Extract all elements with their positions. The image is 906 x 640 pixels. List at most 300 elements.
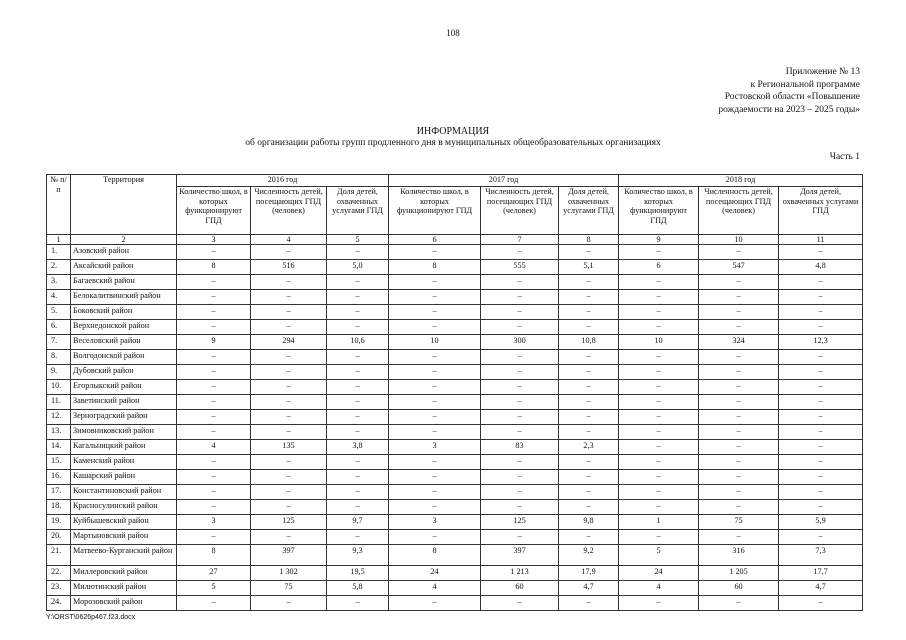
table-row — [47, 275, 863, 290]
table-row — [47, 365, 863, 380]
value-cell: 1 302 — [251, 566, 327, 581]
value-cell: – — [177, 470, 251, 485]
value-cell: – — [619, 350, 699, 365]
value-cell: – — [481, 305, 559, 320]
value-cell: – — [779, 455, 863, 470]
value-cell: – — [251, 530, 327, 545]
table-row — [47, 485, 863, 500]
value-cell: – — [327, 365, 389, 380]
table-row — [47, 440, 863, 455]
value-cell: – — [177, 410, 251, 425]
value-cell: – — [251, 470, 327, 485]
value-cell: – — [779, 425, 863, 440]
value-cell: 316 — [699, 545, 779, 566]
territory-name: Куйбышевский район — [71, 515, 177, 530]
row-number: 1. — [47, 245, 71, 260]
territory-name: Заветинский район — [71, 395, 177, 410]
column-number-cell: 6 — [389, 235, 481, 245]
row-number: 24. — [47, 596, 71, 611]
column-number-cell: 10 — [699, 235, 779, 245]
column-numbers-row — [47, 235, 863, 245]
value-cell: 9,8 — [559, 515, 619, 530]
appendix-line: Приложение № 13 — [785, 67, 860, 77]
table-row — [47, 305, 863, 320]
table-row — [47, 581, 863, 596]
value-cell: 75 — [699, 515, 779, 530]
value-cell: – — [177, 275, 251, 290]
territory-name: Боковский район — [71, 305, 177, 320]
value-cell: 3 — [389, 515, 481, 530]
value-cell: – — [699, 380, 779, 395]
value-cell: – — [177, 305, 251, 320]
value-cell: 17,9 — [559, 566, 619, 581]
part-label: Часть 1 — [829, 152, 860, 162]
value-cell: – — [389, 245, 481, 260]
row-number: 19. — [47, 515, 71, 530]
value-cell: – — [699, 455, 779, 470]
data-table — [46, 174, 863, 611]
table-row — [47, 350, 863, 365]
value-cell: – — [481, 275, 559, 290]
value-cell: – — [559, 245, 619, 260]
value-cell: – — [177, 485, 251, 500]
value-cell: – — [779, 350, 863, 365]
value-cell: 9,3 — [327, 545, 389, 566]
value-cell: – — [699, 530, 779, 545]
row-number: 15. — [47, 455, 71, 470]
value-cell: – — [177, 350, 251, 365]
territory-name: Каменский район — [71, 455, 177, 470]
value-cell: – — [327, 530, 389, 545]
value-cell: – — [559, 350, 619, 365]
value-cell: – — [559, 530, 619, 545]
value-cell: – — [251, 365, 327, 380]
value-cell: – — [619, 530, 699, 545]
territory-name: Дубовский район — [71, 365, 177, 380]
value-cell: – — [619, 305, 699, 320]
value-cell: 324 — [699, 335, 779, 350]
value-cell: 547 — [699, 260, 779, 275]
value-cell: – — [699, 425, 779, 440]
value-cell: – — [559, 500, 619, 515]
value-cell: 17,7 — [779, 566, 863, 581]
territory-name: Красносулинский район — [71, 500, 177, 515]
subheader: Доля детей, охваченных услугами ГПД — [559, 187, 619, 235]
value-cell: – — [481, 425, 559, 440]
value-cell: – — [327, 305, 389, 320]
value-cell: – — [251, 350, 327, 365]
value-cell: 397 — [251, 545, 327, 566]
value-cell: – — [699, 440, 779, 455]
value-cell: – — [327, 245, 389, 260]
value-cell: – — [327, 455, 389, 470]
value-cell: 4 — [619, 581, 699, 596]
value-cell: 555 — [481, 260, 559, 275]
value-cell: – — [619, 380, 699, 395]
row-number: 3. — [47, 275, 71, 290]
value-cell: – — [177, 380, 251, 395]
value-cell: – — [779, 500, 863, 515]
territory-name: Белокалитвинский район — [71, 290, 177, 305]
value-cell: 4 — [177, 440, 251, 455]
appendix-header — [600, 66, 860, 116]
value-cell: – — [389, 596, 481, 611]
value-cell: – — [699, 410, 779, 425]
value-cell: – — [559, 485, 619, 500]
value-cell: 3 — [389, 440, 481, 455]
value-cell: 8 — [389, 545, 481, 566]
value-cell: – — [177, 365, 251, 380]
column-number-cell: 2 — [71, 235, 177, 245]
value-cell: 10,8 — [559, 335, 619, 350]
column-number-cell: 5 — [327, 235, 389, 245]
value-cell: 300 — [481, 335, 559, 350]
value-cell: – — [251, 485, 327, 500]
value-cell: – — [699, 305, 779, 320]
value-cell: – — [327, 320, 389, 335]
value-cell: – — [559, 596, 619, 611]
value-cell: – — [779, 275, 863, 290]
value-cell: 10 — [389, 335, 481, 350]
value-cell: – — [619, 245, 699, 260]
row-number: 10. — [47, 380, 71, 395]
value-cell: 27 — [177, 566, 251, 581]
value-cell: – — [177, 500, 251, 515]
header-number: № п/п — [47, 175, 71, 235]
value-cell: – — [481, 395, 559, 410]
page-number: 108 — [446, 28, 460, 38]
value-cell: – — [619, 470, 699, 485]
value-cell: – — [699, 500, 779, 515]
value-cell: – — [619, 410, 699, 425]
value-cell: 2,3 — [559, 440, 619, 455]
value-cell: 5 — [177, 581, 251, 596]
value-cell: 1 213 — [481, 566, 559, 581]
value-cell: – — [177, 530, 251, 545]
value-cell: – — [177, 395, 251, 410]
value-cell: – — [251, 395, 327, 410]
territory-name: Веселовский район — [71, 335, 177, 350]
value-cell: – — [699, 395, 779, 410]
value-cell: 75 — [251, 581, 327, 596]
value-cell: – — [619, 395, 699, 410]
value-cell: – — [389, 365, 481, 380]
value-cell: – — [481, 245, 559, 260]
value-cell: – — [481, 455, 559, 470]
table-row — [47, 596, 863, 611]
value-cell: – — [389, 350, 481, 365]
subheader: Численность детей, посещающих ГПД (человек) — [251, 187, 327, 235]
value-cell: – — [327, 395, 389, 410]
value-cell: – — [481, 470, 559, 485]
territory-name: Мартыновский район — [71, 530, 177, 545]
value-cell: 8 — [177, 545, 251, 566]
value-cell: – — [251, 320, 327, 335]
subheader: Количество школ, в которых функционируют ГПД — [389, 187, 481, 235]
row-number: 8. — [47, 350, 71, 365]
value-cell: – — [699, 485, 779, 500]
value-cell: 12,3 — [779, 335, 863, 350]
value-cell: 5,9 — [779, 515, 863, 530]
value-cell: – — [779, 410, 863, 425]
value-cell: – — [619, 596, 699, 611]
table-row — [47, 335, 863, 350]
table-row — [47, 425, 863, 440]
value-cell: – — [481, 485, 559, 500]
row-number: 7. — [47, 335, 71, 350]
column-number-cell: 8 — [559, 235, 619, 245]
value-cell: – — [619, 425, 699, 440]
value-cell: – — [251, 410, 327, 425]
value-cell: 1 — [619, 515, 699, 530]
value-cell: – — [389, 485, 481, 500]
value-cell: – — [699, 245, 779, 260]
column-number-cell: 4 — [251, 235, 327, 245]
value-cell: 3 — [177, 515, 251, 530]
value-cell: – — [559, 365, 619, 380]
territory-name: Константиновский район — [71, 485, 177, 500]
value-cell: – — [481, 290, 559, 305]
row-number: 20. — [47, 530, 71, 545]
value-cell: 5,0 — [327, 260, 389, 275]
value-cell: – — [177, 596, 251, 611]
value-cell: – — [177, 455, 251, 470]
value-cell: 125 — [481, 515, 559, 530]
table-row — [47, 380, 863, 395]
appendix-line: к Региональной программе — [750, 79, 860, 90]
value-cell: – — [779, 320, 863, 335]
value-cell: – — [251, 290, 327, 305]
value-cell: – — [251, 455, 327, 470]
value-cell: – — [389, 500, 481, 515]
value-cell: – — [699, 470, 779, 485]
column-number-cell: 7 — [481, 235, 559, 245]
value-cell: 4 — [389, 581, 481, 596]
table-body — [47, 235, 863, 611]
value-cell: – — [779, 305, 863, 320]
value-cell: 5 — [619, 545, 699, 566]
row-number: 12. — [47, 410, 71, 425]
value-cell: – — [389, 410, 481, 425]
subheader: Доля детей, охваченных услугами ГПД — [327, 187, 389, 235]
value-cell: – — [389, 305, 481, 320]
value-cell: – — [327, 425, 389, 440]
value-cell: – — [327, 275, 389, 290]
value-cell: 1 205 — [699, 566, 779, 581]
header-year: 2018 год — [619, 175, 863, 187]
appendix-line: рождаемости на 2023 – 2025 годы» — [718, 104, 860, 115]
value-cell: – — [779, 440, 863, 455]
territory-name: Азовский район — [71, 245, 177, 260]
table-row — [47, 455, 863, 470]
value-cell: 294 — [251, 335, 327, 350]
row-number: 11. — [47, 395, 71, 410]
value-cell: 397 — [481, 545, 559, 566]
value-cell: – — [699, 290, 779, 305]
value-cell: – — [251, 380, 327, 395]
value-cell: – — [559, 275, 619, 290]
value-cell: – — [327, 380, 389, 395]
value-cell: – — [389, 290, 481, 305]
row-number: 16. — [47, 470, 71, 485]
value-cell: – — [559, 395, 619, 410]
territory-name: Матвеево-Курганский район — [71, 545, 177, 566]
value-cell: – — [559, 305, 619, 320]
value-cell: 60 — [481, 581, 559, 596]
table-row — [47, 566, 863, 581]
appendix-line: Ростовской области «Повышение — [724, 92, 860, 102]
territory-name: Миллеровский район — [71, 566, 177, 581]
value-cell: – — [251, 500, 327, 515]
value-cell: – — [251, 596, 327, 611]
territory-name: Багаевский район — [71, 275, 177, 290]
territory-name: Кагальницкий район — [71, 440, 177, 455]
value-cell: – — [481, 596, 559, 611]
value-cell: – — [619, 290, 699, 305]
value-cell: – — [779, 470, 863, 485]
column-number-cell: 1 — [47, 235, 71, 245]
table-row — [47, 410, 863, 425]
value-cell: – — [559, 470, 619, 485]
value-cell: – — [327, 596, 389, 611]
column-number-cell: 9 — [619, 235, 699, 245]
value-cell: 10,6 — [327, 335, 389, 350]
value-cell: – — [327, 500, 389, 515]
value-cell: – — [699, 596, 779, 611]
value-cell: – — [177, 245, 251, 260]
subheader: Численность детей, посещающих ГПД (человек) — [481, 187, 559, 235]
territory-name: Морозовский район — [71, 596, 177, 611]
value-cell: – — [389, 320, 481, 335]
value-cell: – — [177, 425, 251, 440]
header-territory: Территория — [71, 175, 177, 235]
table-row — [47, 290, 863, 305]
value-cell: – — [779, 530, 863, 545]
value-cell: – — [779, 395, 863, 410]
territory-name: Милютинский район — [71, 581, 177, 596]
value-cell: 24 — [619, 566, 699, 581]
value-cell: – — [389, 455, 481, 470]
value-cell: – — [559, 320, 619, 335]
value-cell: – — [481, 380, 559, 395]
row-number: 2. — [47, 260, 71, 275]
table-row — [47, 395, 863, 410]
value-cell: 10 — [619, 335, 699, 350]
value-cell: – — [389, 530, 481, 545]
value-cell: – — [481, 410, 559, 425]
value-cell: – — [559, 455, 619, 470]
value-cell: – — [779, 290, 863, 305]
value-cell: – — [327, 410, 389, 425]
territory-name: Зимовниковский район — [71, 425, 177, 440]
value-cell: 24 — [389, 566, 481, 581]
document-subtitle: об организации работы групп продленного дня в муниципальных общеобразовательных организациях — [245, 138, 661, 148]
value-cell: – — [327, 290, 389, 305]
value-cell: 4,7 — [559, 581, 619, 596]
value-cell: – — [481, 530, 559, 545]
value-cell: 5,1 — [559, 260, 619, 275]
row-number: 22. — [47, 566, 71, 581]
value-cell: – — [389, 395, 481, 410]
value-cell: – — [619, 440, 699, 455]
value-cell: – — [619, 275, 699, 290]
table-row — [47, 245, 863, 260]
value-cell: – — [699, 275, 779, 290]
value-cell: – — [481, 320, 559, 335]
value-cell: – — [619, 365, 699, 380]
value-cell: – — [619, 455, 699, 470]
file-path-footer: Y:\ORST\0626p467.f23.docx — [46, 614, 136, 621]
value-cell: – — [251, 425, 327, 440]
value-cell: – — [619, 320, 699, 335]
value-cell: – — [699, 365, 779, 380]
value-cell: 8 — [177, 260, 251, 275]
value-cell: 4,7 — [779, 581, 863, 596]
value-cell: 4,8 — [779, 260, 863, 275]
row-number: 5. — [47, 305, 71, 320]
table-row — [47, 320, 863, 335]
row-number: 6. — [47, 320, 71, 335]
value-cell: – — [619, 500, 699, 515]
document-title: ИНФОРМАЦИЯ — [416, 126, 490, 137]
territory-name: Аксайский район — [71, 260, 177, 275]
table-row — [47, 530, 863, 545]
value-cell: – — [389, 470, 481, 485]
value-cell: – — [699, 350, 779, 365]
value-cell: 125 — [251, 515, 327, 530]
value-cell: – — [481, 365, 559, 380]
value-cell: – — [389, 275, 481, 290]
row-number: 4. — [47, 290, 71, 305]
territory-name: Егорлыкский район — [71, 380, 177, 395]
row-number: 9. — [47, 365, 71, 380]
value-cell: 9,2 — [559, 545, 619, 566]
value-cell: – — [779, 485, 863, 500]
value-cell: 19,5 — [327, 566, 389, 581]
territory-name: Кашарский район — [71, 470, 177, 485]
table-row — [47, 500, 863, 515]
value-cell: 60 — [699, 581, 779, 596]
territory-name: Верхнедонской район — [71, 320, 177, 335]
value-cell: – — [481, 500, 559, 515]
table-row — [47, 545, 863, 566]
value-cell: – — [177, 320, 251, 335]
subheader: Количество школ, в которых функционируют ГПД — [177, 187, 251, 235]
value-cell: 9,7 — [327, 515, 389, 530]
value-cell: – — [481, 350, 559, 365]
subheader: Количество школ, в которых функционируют ГПД — [619, 187, 699, 235]
value-cell: – — [559, 410, 619, 425]
value-cell: 135 — [251, 440, 327, 455]
value-cell: – — [559, 380, 619, 395]
value-cell: – — [327, 470, 389, 485]
value-cell: – — [327, 485, 389, 500]
value-cell: – — [619, 485, 699, 500]
header-year: 2017 год — [389, 175, 619, 187]
value-cell: 8 — [389, 260, 481, 275]
value-cell: 516 — [251, 260, 327, 275]
territory-name: Зерноградский район — [71, 410, 177, 425]
value-cell: 5,8 — [327, 581, 389, 596]
column-number-cell: 3 — [177, 235, 251, 245]
value-cell: – — [779, 245, 863, 260]
value-cell: – — [251, 245, 327, 260]
territory-name: Волгодонской район — [71, 350, 177, 365]
row-number: 23. — [47, 581, 71, 596]
value-cell: – — [779, 365, 863, 380]
row-number: 13. — [47, 425, 71, 440]
value-cell: – — [389, 425, 481, 440]
